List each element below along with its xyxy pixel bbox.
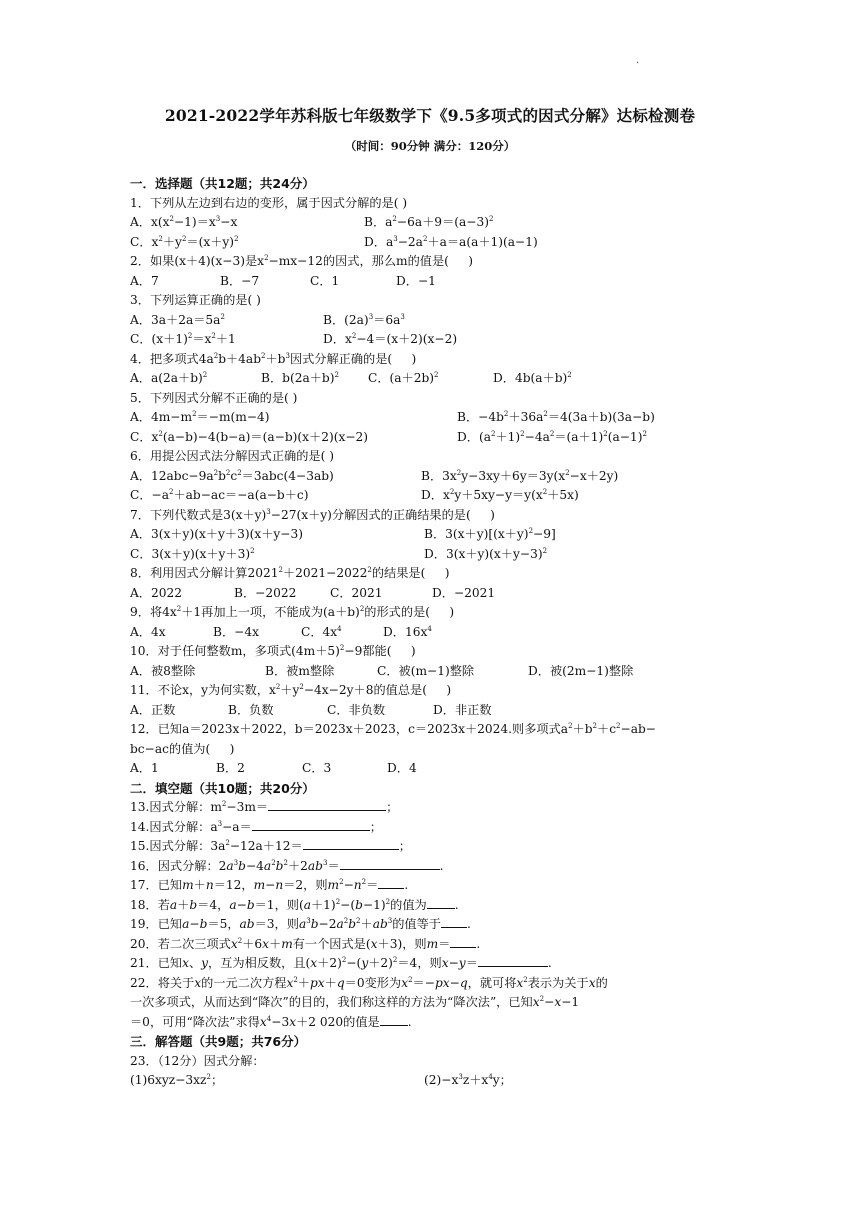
option-c: C．$3(x+y)(x+y+3)^2$ — [130, 546, 255, 561]
option-a: A．7 — [130, 273, 159, 288]
option-a: A．被8整除 — [130, 663, 196, 678]
option-row — [130, 213, 730, 233]
question-stem: 12．已知a＝2023x＋2022，b＝2023x＋2023，c＝2023x＋2024.则多项式$a^2+b^2+c^2-ab-$ — [130, 722, 656, 736]
option-c: C．1 — [310, 273, 340, 288]
option-c: C．$-a^2+ab-ac=-a(a-b+c)$ — [130, 488, 309, 502]
option-row — [130, 525, 730, 545]
option-d: D．非正数 — [433, 702, 492, 717]
fill-question: 16．因式分解：$2a^3b-4a^2b^2+2ab^3=$ . — [130, 858, 444, 873]
option-a: A．正数 — [130, 702, 176, 717]
answer-blank[interactable] — [441, 915, 467, 928]
option-a: A．$x(x^2-1)=x^3-x$ — [130, 215, 238, 229]
option-a: A．$a(2a+b)^2$ — [130, 371, 208, 385]
section-heading-fill: 二．填空题（共10题；共20分） — [130, 780, 315, 796]
option-row — [130, 662, 730, 682]
option-row — [130, 369, 730, 389]
option-c: C．$(a+2b)^2$ — [368, 371, 439, 385]
question-stem-cont: bc−ac的值为( ) — [130, 741, 235, 756]
option-b: B．负数 — [228, 702, 274, 717]
sub-question-row — [130, 1071, 730, 1091]
answer-blank[interactable] — [427, 896, 455, 909]
option-a: A．4x — [130, 624, 166, 639]
question-stem: 6．用提公因式法分解因式正确的是( ) — [130, 449, 334, 463]
fill-question: 22．将关于x的一元二次方程$x^2+px+q=0$变形为$x^2=-px-q$，就可将$x^2$表示为关于x的 — [130, 975, 608, 990]
option-row — [130, 272, 730, 292]
option-b: B．−7 — [220, 273, 260, 288]
option-a: A．2022 — [130, 585, 183, 600]
question-stem: 10．对于任何整数m，多项式$(4m+5)^2-9$都能( ) — [130, 644, 416, 658]
option-d: D．−1 — [396, 273, 436, 288]
option-c: C．$x^2+y^2=(x+y)^2$ — [130, 234, 239, 249]
option-a: A．1 — [130, 761, 159, 775]
option-b: B．$a^2-6a+9=(a-3)^2$ — [364, 215, 494, 229]
option-row — [130, 467, 730, 487]
fill-question: 20．若二次三项式$x^2+6x+m$有一个因式是(x＋3)，则m＝ . — [130, 936, 481, 951]
option-row — [130, 330, 730, 350]
fill-question-cont: ＝0，可用“降次法”求得$x^4-3x+2$ 020的值是 . — [130, 1014, 412, 1029]
answer-blank[interactable] — [303, 837, 399, 850]
option-row — [130, 408, 730, 428]
question-stem: 9．将$4x^2+1$再加上一项，不能成为$(a+b)^2$的形式的是( ) — [130, 605, 455, 619]
fill-question: 19．已知a−b＝5，ab＝3，则$a^3b-2a^2b^2+ab^3$的值等于 . — [130, 917, 471, 931]
option-d: D．$3(x+y)(x+y-3)^2$ — [424, 546, 548, 561]
answer-blank[interactable] — [378, 876, 404, 889]
option-row — [130, 584, 730, 604]
question-stem: 1．下列从左边到右边的变形，属于因式分解的是( ) — [130, 195, 408, 210]
fill-question: 17．已知m＋n＝12，m−n＝2，则$m^2-n^2=$ . — [130, 878, 409, 892]
question-stem: 7．下列代数式是$3(x+y)^3-27(x+y)$分解因式的正确结果的是( ) — [130, 507, 495, 522]
option-row — [130, 486, 730, 506]
page-subtitle: （时间：90分钟 满分：120分） — [344, 139, 516, 153]
option-row — [130, 545, 730, 565]
option-d: D．−2021 — [432, 585, 496, 600]
option-d: D．4 — [387, 761, 417, 775]
option-d: D．$16x^4$ — [383, 624, 432, 639]
option-c: C．$(x+1)^2=x^2+1$ — [130, 332, 236, 346]
option-c: C．$4x^4$ — [301, 624, 342, 639]
option-b: B．$3x^2y-3xy+6y=3y(x^2-x+2y)$ — [421, 468, 619, 483]
fill-question: 15.因式分解：$3a^2-12a+12=$ ； — [130, 839, 411, 853]
exam-content — [130, 174, 730, 1091]
option-row — [130, 233, 730, 253]
option-a: A．$12abc-9a^2b^2c^2=3abc(4-3ab)$ — [130, 468, 334, 483]
option-c: C．3 — [302, 761, 332, 775]
fill-question: 14.因式分解：$a^3-a=$ ； — [130, 819, 382, 834]
option-d: D．$(a^2+1)^2-4a^2=(a+1)^2(a-1)^2$ — [457, 429, 647, 444]
option-b: B．$b(2a+b)^2$ — [261, 371, 339, 385]
option-b: B．被m整除 — [265, 663, 335, 678]
sub-question-2: $(2)-x^3z+x^4y$； — [424, 1073, 512, 1087]
option-a: A．$4m-m^2=-m(m-4)$ — [130, 410, 270, 424]
question-stem: 11．不论x，y为何实数，$x^2+y^2-4x-2y+8$的值总是( ) — [130, 683, 452, 697]
option-c: C．非负数 — [327, 702, 386, 717]
corner-dot: · — [636, 58, 640, 69]
option-row — [130, 623, 730, 643]
option-d: D．$x^2y+5xy-y=y(x^2+5x)$ — [421, 488, 579, 502]
question-stem: 2．如果(x＋4)(x−3)是$x^2-mx-12$的因式，那么m的值是( ) — [130, 254, 474, 268]
option-b: B．$-4b^2+36a^2=4(3a+b)(3a-b)$ — [457, 410, 655, 424]
option-b: B．2 — [216, 761, 245, 775]
answer-blank[interactable] — [340, 857, 440, 870]
question-stem: 8．利用因式分解计算$2021^2+2021-2022^2$的结果是( ) — [130, 566, 450, 580]
answer-blank[interactable] — [450, 935, 476, 948]
fill-question: 13.因式分解：$m^2-3m=$ ； — [130, 800, 399, 814]
option-b: B．$3(x+y)[(x+y)^2-9]$ — [424, 527, 556, 541]
option-c: C．被(m−1)整除 — [377, 663, 475, 678]
question-stem: 4．把多项式$4a^2b+4ab^2+b^3$因式分解正确的是( ) — [130, 351, 417, 366]
section-heading-choice: 一．选择题（共12题；共24分） — [130, 176, 315, 191]
option-d: D．$x^2-4=(x+2)(x-2)$ — [323, 332, 458, 346]
answer-blank[interactable] — [252, 818, 370, 831]
option-b: B．−2022 — [234, 585, 297, 600]
sub-question-1: $(1)6xyz-3xz^2$； — [130, 1073, 224, 1087]
option-d: D．$4b(a+b)^2$ — [493, 371, 572, 385]
answer-blank[interactable] — [268, 798, 386, 811]
option-row — [130, 701, 730, 721]
option-a: A．3(x＋y)(x＋y＋3)(x＋y−3) — [130, 527, 304, 541]
page-title: 2021-2022学年苏科版七年级数学下《9.5多项式的因式分解》达标检测卷 — [164, 106, 696, 125]
answer-blank[interactable] — [380, 1013, 408, 1026]
option-row — [130, 311, 730, 331]
option-b: B．−4x — [213, 624, 259, 639]
option-row — [130, 759, 730, 779]
fill-question: 21．已知x、y，互为相反数，且$(x+2)^2-(y+2)^2=4$，则x−y＝ . — [130, 956, 552, 970]
option-b: B．$(2a)^3=6a^3$ — [323, 312, 405, 327]
option-d: D．$a^3-2a^2+a=a(a+1)(a-1)$ — [364, 234, 538, 249]
option-row — [130, 428, 730, 448]
section-heading-solve: 三．解答题（共9题；共76分） — [130, 1034, 307, 1049]
option-c: C．$x^2(a-b)-4(b-a)=(a-b)(x+2)(x-2)$ — [130, 429, 369, 444]
option-c: C．2021 — [330, 585, 383, 600]
fill-question: 18．若a＋b＝4，a−b＝1，则$(a+1)^2-(b-1)^2$的值为 . — [130, 897, 459, 912]
question-stem: 23．（12分）因式分解： — [130, 1053, 265, 1068]
question-stem: 3．下列运算正确的是( ) — [130, 293, 261, 307]
answer-blank[interactable] — [478, 954, 548, 967]
option-a: A．$3a+2a=5a^2$ — [130, 312, 225, 327]
fill-question-cont: 一次多项式，从而达到“降次”的目的，我们称这样的方法为“降次法”，已知$x^2-x-1$ — [130, 995, 580, 1009]
option-d: D．被(2m−1)整除 — [528, 663, 634, 678]
question-stem: 5．下列因式分解不正确的是( ) — [130, 390, 298, 405]
